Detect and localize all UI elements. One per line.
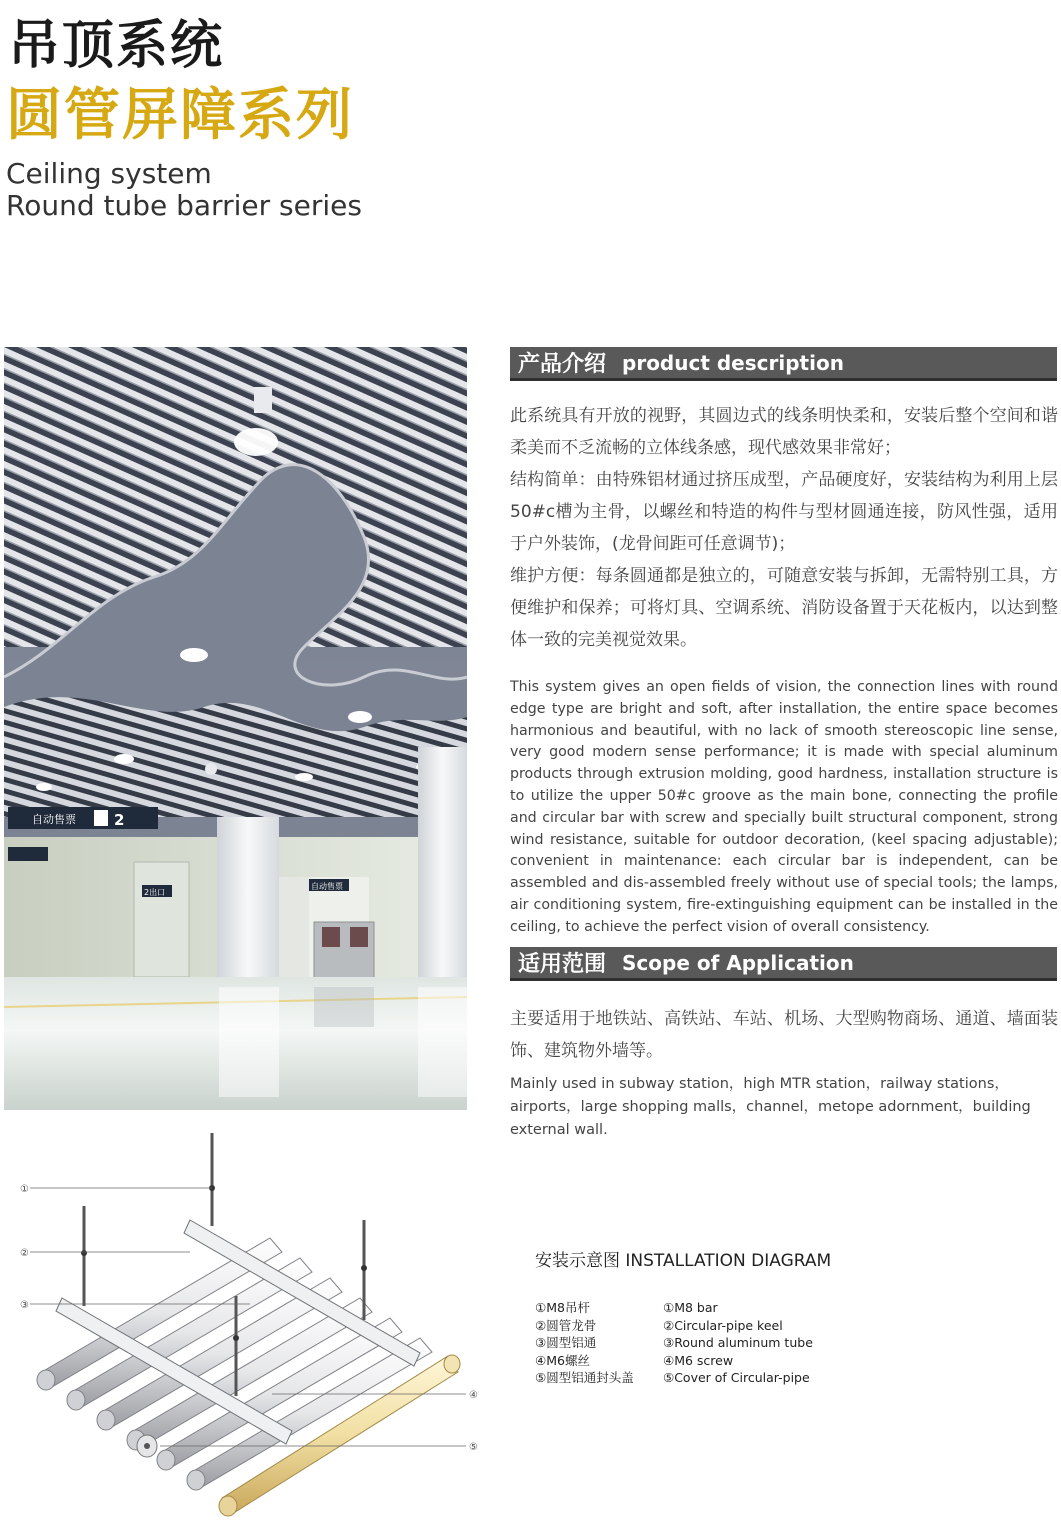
- legend-en-item: ①M8 bar: [663, 1300, 718, 1315]
- legend-cn-item: ①M8吊杆: [535, 1300, 590, 1315]
- scope-heading-en: Scope of Application: [622, 950, 854, 975]
- sign-left-text: 自动售票: [32, 813, 76, 826]
- page-subtitle-cn: 圆管屏障系列: [6, 82, 354, 148]
- legend-cn-item: ③圆型铝通: [535, 1335, 597, 1350]
- scope-heading-cn: 适用范围: [518, 952, 607, 977]
- installation-diagram: [0, 1128, 500, 1528]
- product-description-en: This system gives an open fields of vision, the connection lines with round edge type are bright and soft, after installation, the entire space becomes harmonious and beautiful, with no lack of smooth stereoscopic line sense, very good modern sense performance; it is made with special aluminum products through extrusion molding, good hardness, installation structure is to utilize the upper 50#c groove as the main bone, connecting the profile and circular bar with screw and specially built structural component, strong wind resistance, suitable for outdoor decoration, (keel spacing adjustable); convenient in maintenance: each circular bar is independent, can be assembled and dis-assembled freely without use of special tools; the lamps, air conditioning system, fire-extinguishing equipment can be installed in the ceiling, to achieve the perfect vision of overall consistency.: [510, 679, 1058, 935]
- product-description-heading-en: product description: [622, 350, 844, 375]
- scope-en: Mainly used in subway station，high MTR station，railway stations，airports，large shopping malls，channel，metope adornment，building external wall.: [510, 1076, 1031, 1138]
- sign-exit-number: 2: [114, 811, 125, 829]
- product-description-heading: [510, 347, 1057, 381]
- callout-2: ②: [20, 1248, 29, 1259]
- legend-en-item: ④M6 screw: [663, 1352, 734, 1368]
- ceiling-photo: [4, 347, 467, 1110]
- page-title-cn: 吊顶系统: [8, 15, 225, 76]
- callout-5: ⑤: [469, 1442, 478, 1453]
- page-subtitle-en: Round tube barrier series: [6, 189, 362, 222]
- callout-4: ④: [469, 1390, 478, 1401]
- legend-en-item: ③Round aluminum tube: [663, 1335, 813, 1350]
- legend-cn-item: ⑤圆型铝通封头盖: [535, 1370, 634, 1385]
- callout-3: ③: [20, 1300, 29, 1311]
- installation-diagram-title: 安装示意图 INSTALLATION DIAGRAM: [535, 1251, 832, 1271]
- legend-en: [663, 1299, 863, 1387]
- legend-en-item: ⑤Cover of Circular-pipe: [663, 1370, 810, 1385]
- callout-1: ①: [20, 1184, 29, 1195]
- scope-heading: [510, 947, 1057, 981]
- description-cn-paragraph-2: 结构简单：由特殊铝材通过挤压成型，产品硬度好，安装结构为利用上层50#c槽为主骨，以螺丝和特造的构件与型材圆通连接，防风性强，适用于户外装饰，(龙骨间距可任意调节)；: [510, 470, 1058, 554]
- legend-cn: [535, 1299, 660, 1387]
- page-title-en: Ceiling system: [6, 157, 212, 190]
- description-cn-paragraph-3: 维护方便：每条圆通都是独立的，可随意安装与拆卸，无需特别工具，方便维护和保养；可将灯具、空调系统、消防设备置于天花板内，以达到整体一致的完美视觉效果。: [510, 566, 1058, 650]
- description-cn-paragraph-1: 此系统具有开放的视野，其圆边式的线条明快柔和，安装后整个空间和谐柔美而不乏流畅的立体线条感，现代感效果非常好；: [510, 406, 1058, 458]
- scope-cn: 主要适用于地铁站、高铁站、车站、机场、大型购物商场、通道、墙面装饰、建筑物外墙等。: [510, 1009, 1058, 1061]
- legend-cn-item: ④M6螺丝: [535, 1352, 590, 1368]
- sign-right-text: 自动售票: [311, 882, 343, 891]
- sign-mid-text: 2出口: [144, 888, 166, 897]
- product-description-heading-cn: 产品介绍: [518, 352, 607, 377]
- product-description-cn: [510, 400, 1058, 656]
- legend-cn-item: ②圆管龙骨: [535, 1317, 597, 1333]
- legend-en-item: ②Circular-pipe keel: [663, 1317, 783, 1333]
